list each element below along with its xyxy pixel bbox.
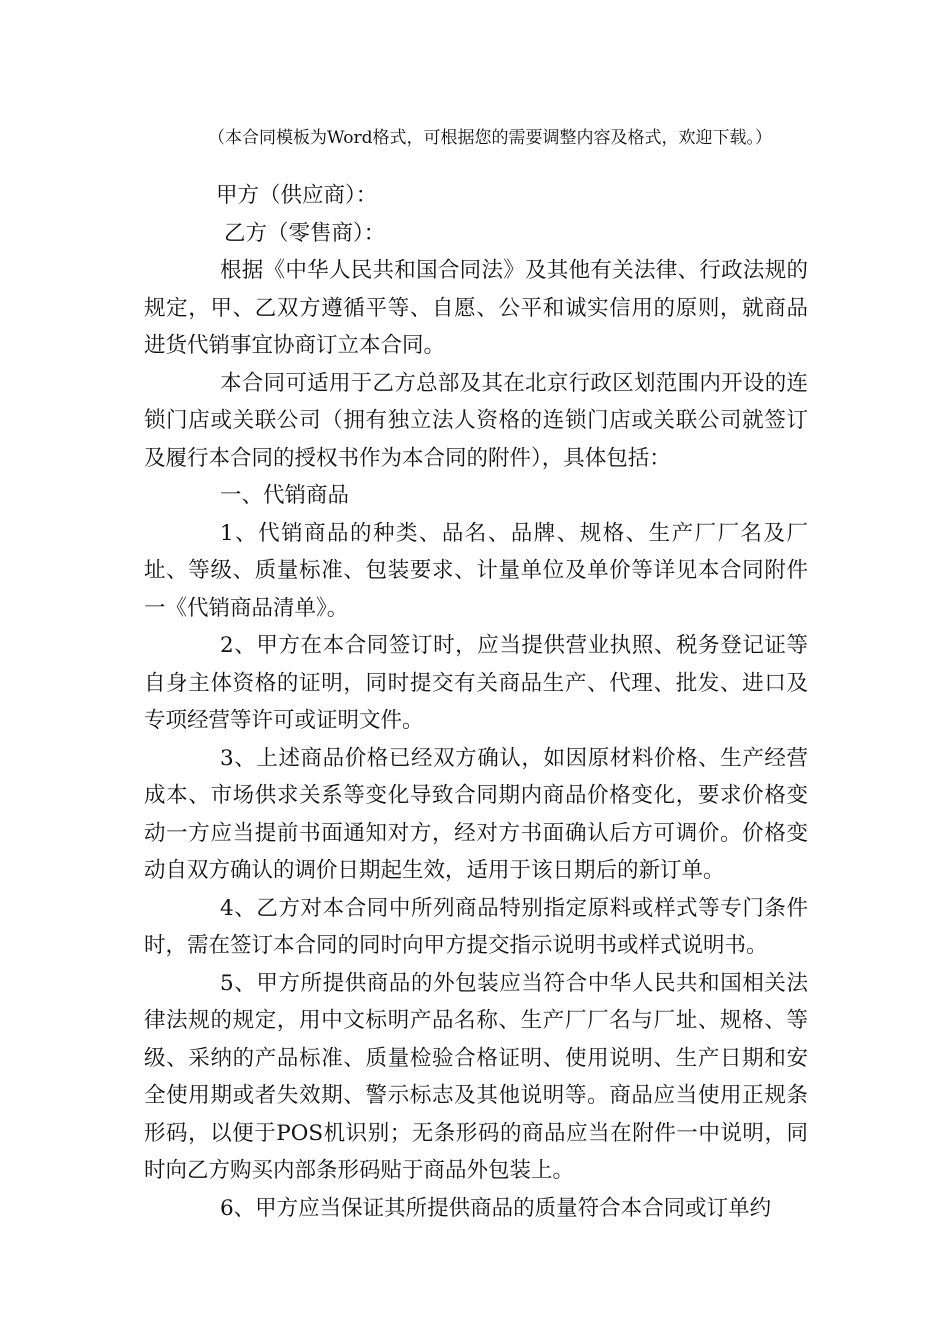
paragraph-preamble: 根据《中华人民共和国合同法》及其他有关法律、行政法规的规定，甲、乙双方遵循平等、自愿、公平和诚实信用的原则，就商品进货代销事宜协商订立本合同。	[144, 258, 808, 358]
section-heading: 一、代销商品	[220, 483, 350, 508]
party-b-line: 乙方（零售商）：	[224, 220, 386, 246]
party-a-line: 甲方（供应商）：	[216, 183, 378, 208]
clause-1: 1、代销商品的种类、品名、品牌、规格、生产厂厂名及厂址、等级、质量标准、包装要求、计量单位及单价等详见本合同附件一《代销商品清单》。	[144, 520, 808, 621]
template-note: （本合同模板为Word格式，可根据您的需要调整内容及格式，欢迎下载。）	[207, 128, 773, 148]
clause-2: 2、甲方在本合同签订时，应当提供营业执照、税务登记证等自身主体资格的证明，同时提交有关商品生产、代理、批发、进口及专项经营等许可或证明文件。	[144, 633, 808, 733]
paragraph-scope: 本合同可适用于乙方总部及其在北京行政区划范围内开设的连锁门店或关联公司（拥有独立法人资格的连锁门店或关联公司就签订及履行本合同的授权书作为本合同的附件），具体包括：	[144, 370, 808, 471]
clause-6: 6、甲方应当保证其所提供商品的质量符合本合同或订单约	[220, 1195, 772, 1221]
clause-4: 4、乙方对本合同中所列商品特别指定原料或样式等专门条件时，需在签订本合同的同时向甲方提交指示说明书或样式说明书。	[144, 895, 808, 958]
clause-5: 5、甲方所提供商品的外包装应当符合中华人民共和国相关法律法规的规定，用中文标明产品名称、生产厂厂名与厂址、规格、等级、采纳的产品标准、质量检验合格证明、使用说明、生产日期和安全使用期或者失效期、警示标志及其他说明等。商品应当使用正规条形码，以便于POS机识别；无条形码的商品应当在附件一中说明，同时向乙方购买内部条形码贴于商品外包装上。	[144, 970, 808, 1183]
clause-3: 3、上述商品价格已经双方确认，如因原材料价格、生产经营成本、市场供求关系等变化导致合同期内商品价格变化，要求价格变动一方应当提前书面通知对方，经对方书面确认后方可调价。价格变动自双方确认的调价日期起生效，适用于该日期后的新订单。	[144, 745, 808, 883]
contract-body	[144, 177, 808, 1227]
